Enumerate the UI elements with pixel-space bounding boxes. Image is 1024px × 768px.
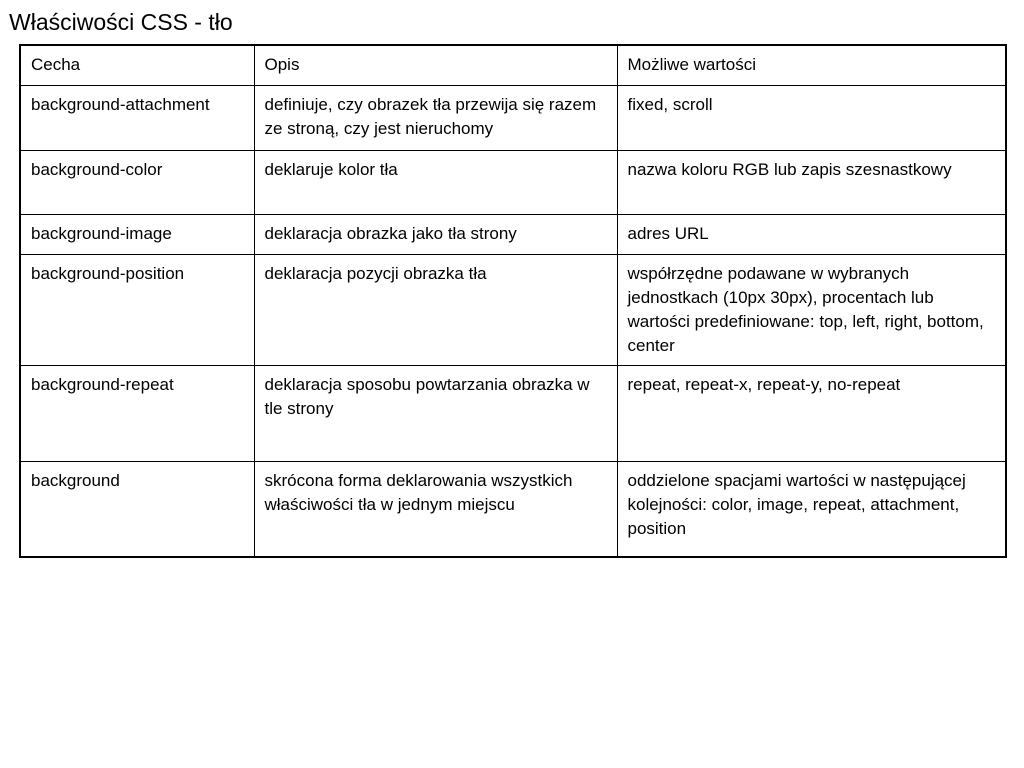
column-header-description: Opis <box>254 45 617 85</box>
css-background-properties-table <box>19 44 1007 558</box>
slide-title: Właściwości CSS - tło <box>9 9 233 35</box>
cell-feature: background-color <box>20 150 254 214</box>
cell-description: skrócona forma deklarowania wszystkich właściwości tła w jednym miejscu <box>254 461 617 557</box>
table-row <box>20 85 1006 150</box>
table-header-row <box>20 45 1006 85</box>
cell-feature: background-position <box>20 254 254 365</box>
column-header-values: Możliwe wartości <box>617 45 1006 85</box>
cell-description: deklaracja obrazka jako tła strony <box>254 214 617 254</box>
cell-description: deklaruje kolor tła <box>254 150 617 214</box>
table-row <box>20 150 1006 214</box>
cell-values: współrzędne podawane w wybranych jednostkach (10px 30px), procentach lub wartości predefiniowane: top, left, right, bottom, center <box>617 254 1006 365</box>
cell-feature: background <box>20 461 254 557</box>
cell-feature: background-attachment <box>20 85 254 150</box>
cell-values: adres URL <box>617 214 1006 254</box>
cell-values: repeat, repeat-x, repeat-y, no-repeat <box>617 365 1006 461</box>
cell-values: fixed, scroll <box>617 85 1006 150</box>
table-row <box>20 214 1006 254</box>
cell-description: definiuje, czy obrazek tła przewija się razem ze stroną, czy jest nieruchomy <box>254 85 617 150</box>
cell-values: oddzielone spacjami wartości w następującej kolejności: color, image, repeat, attachment, position <box>617 461 1006 557</box>
cell-feature: background-repeat <box>20 365 254 461</box>
cell-description: deklaracja sposobu powtarzania obrazka w tle strony <box>254 365 617 461</box>
cell-feature: background-image <box>20 214 254 254</box>
table-row <box>20 254 1006 365</box>
table-row <box>20 365 1006 461</box>
column-header-feature: Cecha <box>20 45 254 85</box>
table-row <box>20 461 1006 557</box>
cell-values: nazwa koloru RGB lub zapis szesnastkowy <box>617 150 1006 214</box>
cell-description: deklaracja pozycji obrazka tła <box>254 254 617 365</box>
